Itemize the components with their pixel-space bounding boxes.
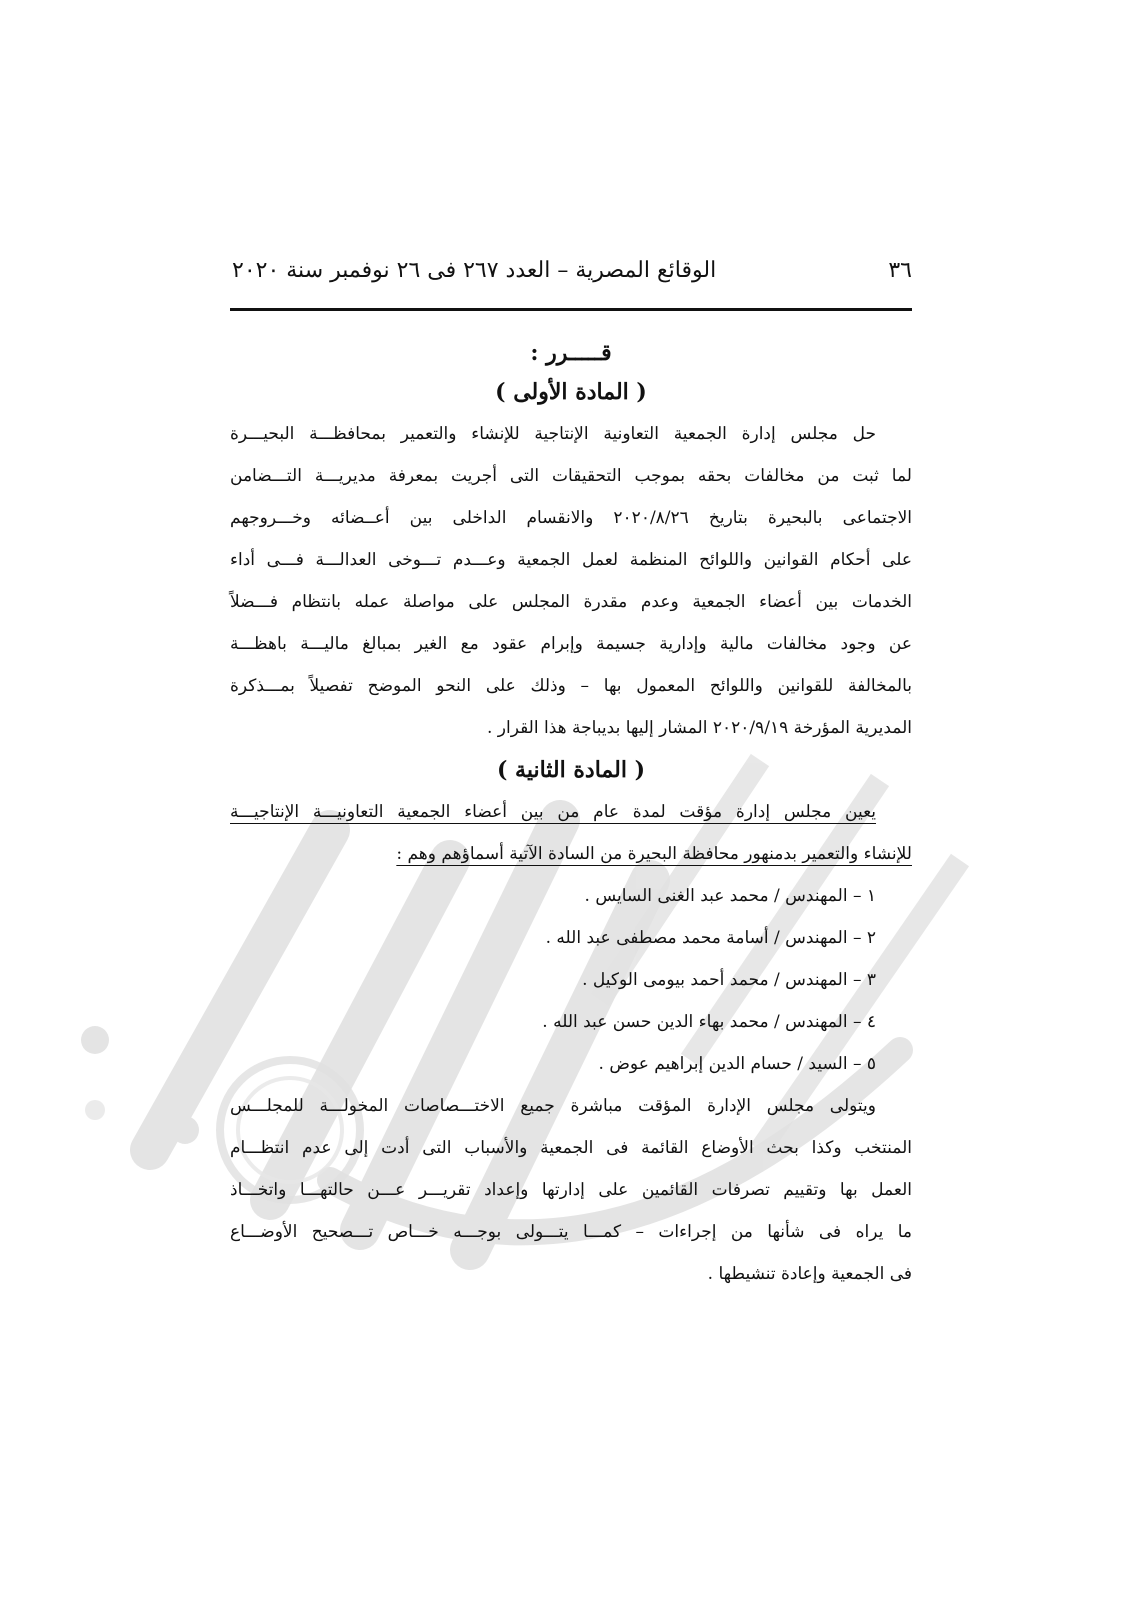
text-line: ويتولى مجلس الإدارة المؤقت مباشرة جميع الاختـــصاصات المخولـــة للمجلـــس bbox=[230, 1096, 876, 1116]
text-line: المديرية المؤرخة ٢٠٢٠/٩/١٩ المشار إليها بديباجة هذا القرار . bbox=[486, 718, 912, 738]
header-divider bbox=[230, 308, 912, 311]
article-two-title: ( المادة الثانية ) bbox=[496, 757, 646, 783]
list-item: ١ – المهندس / محمد عبد الغنى السايس . bbox=[584, 886, 876, 906]
text-line: عن وجود مخالفات مالية وإدارية جسيمة وإبرام عقود مع الغير بمبالغ ماليـــة باهظـــة bbox=[230, 634, 912, 654]
page-header bbox=[232, 258, 912, 294]
article-one-text bbox=[230, 413, 912, 749]
text-line: حل مجلس إدارة الجمعية التعاونية الإنتاجية للإنشاء والتعمير بمحافظـــة البحيـــرة bbox=[230, 424, 876, 444]
text-line: فى الجمعية وإعادة تنشيطها . bbox=[707, 1264, 912, 1284]
list-item: ٤ – المهندس / محمد بهاء الدين حسن عبد الله . bbox=[542, 1012, 876, 1032]
text-line: ما يراه فى شأنها من إجراءات – كمـــا يتـــولى بوجـــه خـــاص تـــصحيح الأوضـــاع bbox=[230, 1222, 912, 1242]
page-number: ٣٦ bbox=[888, 258, 912, 283]
text-line: الاجتماعى بالبحيرة بتاريخ ٢٠٢٠/٨/٢٦ والانقسام الداخلى بين أعــضائه وخـــروجهم bbox=[230, 508, 912, 528]
members-list bbox=[230, 875, 912, 1085]
article-two-closing bbox=[230, 1085, 912, 1295]
list-item: ٥ – السيد / حسام الدين إبراهيم عوض . bbox=[598, 1054, 876, 1074]
text-line: يعين مجلس إدارة مؤقت لمدة عام من بين أعضاء الجمعية التعاونيـــة الإنتاجيـــة bbox=[230, 802, 877, 822]
article-two-intro bbox=[230, 791, 912, 875]
list-item: ٣ – المهندس / محمد أحمد بيومى الوكيل . bbox=[582, 970, 876, 990]
decree-body bbox=[230, 335, 912, 1295]
decision-heading: قـــــرر : bbox=[530, 340, 612, 366]
text-line: العمل بها وتقييم تصرفات القائمين على إدارتها وإعداد تقريـــر عـــن حالتهـــا واتخـــاذ bbox=[230, 1180, 912, 1200]
text-line: على أحكام القوانين واللوائح المنظمة لعمل الجمعية وعـــدم تـــوخى العدالـــة فـــى أداء bbox=[230, 550, 912, 570]
text-line: المنتخب وكذا بحث الأوضاع القائمة فى الجمعية والأسباب التى أدت إلى عدم انتظـــام bbox=[230, 1138, 912, 1158]
gazette-issue-title: الوقائع المصرية – العدد ٢٦٧ فى ٢٦ نوفمبر سنة ٢٠٢٠ bbox=[232, 258, 717, 283]
text-line: بالمخالفة للقوانين واللوائح المعمول بها – وذلك على النحو الموضح تفصيلاً بمـــذكرة bbox=[230, 676, 912, 696]
article-one-title: ( المادة الأولى ) bbox=[495, 379, 647, 405]
list-item: ٢ – المهندس / أسامة محمد مصطفى عبد الله . bbox=[545, 928, 876, 948]
text-line: لما ثبت من مخالفات بحقه بموجب التحقيقات التى أجريت بمعرفة مديريـــة التـــضامن bbox=[230, 466, 912, 486]
text-line: الخدمات بين أعضاء الجمعية وعدم مقدرة المجلس على مواصلة عمله بانتظام فـــضلاً bbox=[230, 592, 912, 612]
text-line: للإنشاء والتعمير بدمنهور محافظة البحيرة من السادة الآتية أسماؤهم وهم : bbox=[396, 844, 912, 864]
